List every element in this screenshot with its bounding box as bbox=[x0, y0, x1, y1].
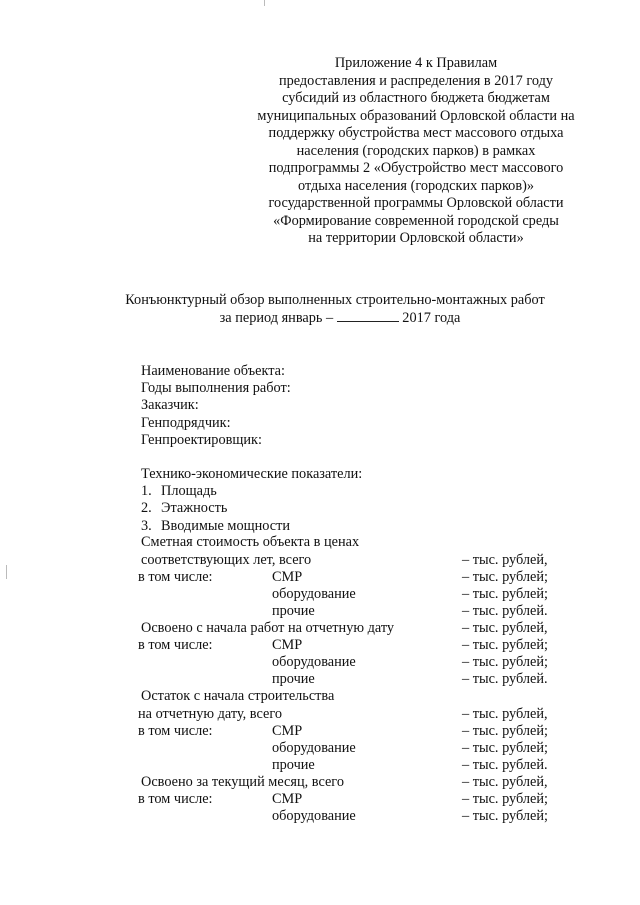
remainder-smr: СМР bbox=[272, 723, 303, 739]
month-equipment: оборудование bbox=[272, 808, 356, 824]
remainder-including: в том числе: bbox=[138, 723, 213, 739]
cost-including: в том числе: bbox=[138, 569, 213, 585]
annex-line: отдыха населения (городских парков)» bbox=[298, 177, 534, 194]
mastered-smr: СМР bbox=[272, 637, 303, 653]
tep-item-label: Вводимые мощности bbox=[161, 517, 291, 534]
field-work-years: Годы выполнения работ: bbox=[141, 380, 291, 397]
remainder-smr-unit: – тыс. рублей; bbox=[462, 723, 549, 739]
annex-line: Приложение 4 к Правилам bbox=[334, 55, 498, 71]
cost-smr-unit: – тыс. рублей; bbox=[462, 569, 549, 585]
cost-other-unit: – тыс. рублей. bbox=[462, 603, 548, 619]
annex-line: предоставления и распределения в 2017 году bbox=[278, 72, 554, 89]
remainder-line-2: на отчетную дату, всего bbox=[138, 706, 282, 722]
mastered-total-unit: – тыс. рублей, bbox=[462, 620, 548, 636]
field-general-designer: Генпроектировщик: bbox=[141, 431, 262, 448]
annex-line: подпрограммы 2 «Обустройство мест массового bbox=[268, 160, 564, 176]
annex-line: субсидий из областного бюджета бюджетам bbox=[282, 90, 550, 106]
mastered-smr-unit: – тыс. рублей; bbox=[462, 637, 549, 653]
tep-item-label: Площадь bbox=[161, 483, 217, 500]
cost-equipment: оборудование bbox=[272, 586, 356, 602]
mastered-equipment: оборудование bbox=[272, 654, 356, 670]
cost-total-unit: – тыс. рублей, bbox=[462, 552, 548, 568]
month-total-unit: – тыс. рублей, bbox=[462, 774, 548, 790]
annex-line: муниципальных образований Орловской области на bbox=[257, 107, 575, 124]
tep-heading: Технико-экономические показатели: bbox=[141, 466, 363, 482]
mastered-including: в том числе: bbox=[138, 637, 213, 653]
annex-line: государственной программы Орловской области bbox=[268, 195, 564, 211]
tep-item-label: Этажность bbox=[161, 500, 228, 517]
title-line-1: Конъюнктурный обзор выполненных строительно-монтажных работ bbox=[125, 292, 545, 308]
remainder-total-unit: – тыс. рублей, bbox=[462, 706, 548, 722]
annex-line: поддержку обустройства мест массового отдыха bbox=[268, 125, 564, 141]
title-period-prefix: за период январь – bbox=[219, 310, 334, 326]
cost-equipment-unit: – тыс. рублей; bbox=[462, 586, 549, 602]
tep-item-number: 3. bbox=[141, 517, 152, 534]
tep-item-number: 1. bbox=[141, 483, 152, 500]
cost-line-2: соответствующих лет, всего bbox=[141, 552, 312, 568]
annex-line: населения (городских парков) в рамках bbox=[296, 142, 536, 159]
cost-line-1: Сметная стоимость объекта в ценах bbox=[141, 534, 360, 550]
mastered-other-unit: – тыс. рублей. bbox=[462, 671, 548, 687]
mastered-line-1: Освоено с начала работ на отчетную дату bbox=[141, 620, 395, 636]
remainder-other-unit: – тыс. рублей. bbox=[462, 757, 548, 773]
title-period-suffix: 2017 года bbox=[402, 310, 461, 326]
field-general-contractor: Генподрядчик: bbox=[141, 414, 231, 431]
annex-line: на территории Орловской области» bbox=[308, 230, 524, 246]
month-line-1: Освоено за текущий месяц, всего bbox=[141, 774, 344, 790]
mastered-other: прочие bbox=[272, 671, 315, 687]
month-smr: СМР bbox=[272, 791, 303, 807]
mastered-equipment-unit: – тыс. рублей; bbox=[462, 654, 549, 670]
tep-item-number: 2. bbox=[141, 500, 152, 517]
field-object-name: Наименование объекта: bbox=[141, 363, 285, 379]
remainder-equipment-unit: – тыс. рублей; bbox=[462, 740, 549, 756]
annex-line: «Формирование современной городской среды bbox=[273, 212, 559, 229]
cost-other: прочие bbox=[272, 603, 315, 619]
month-smr-unit: – тыс. рублей; bbox=[462, 791, 549, 807]
remainder-other: прочие bbox=[272, 757, 315, 773]
remainder-equipment: оборудование bbox=[272, 740, 356, 756]
remainder-line-1: Остаток с начала строительства bbox=[141, 688, 335, 704]
month-equipment-unit: – тыс. рублей; bbox=[462, 808, 549, 824]
month-including: в том числе: bbox=[138, 791, 213, 807]
field-customer: Заказчик: bbox=[141, 397, 199, 414]
cost-smr: СМР bbox=[272, 569, 303, 585]
